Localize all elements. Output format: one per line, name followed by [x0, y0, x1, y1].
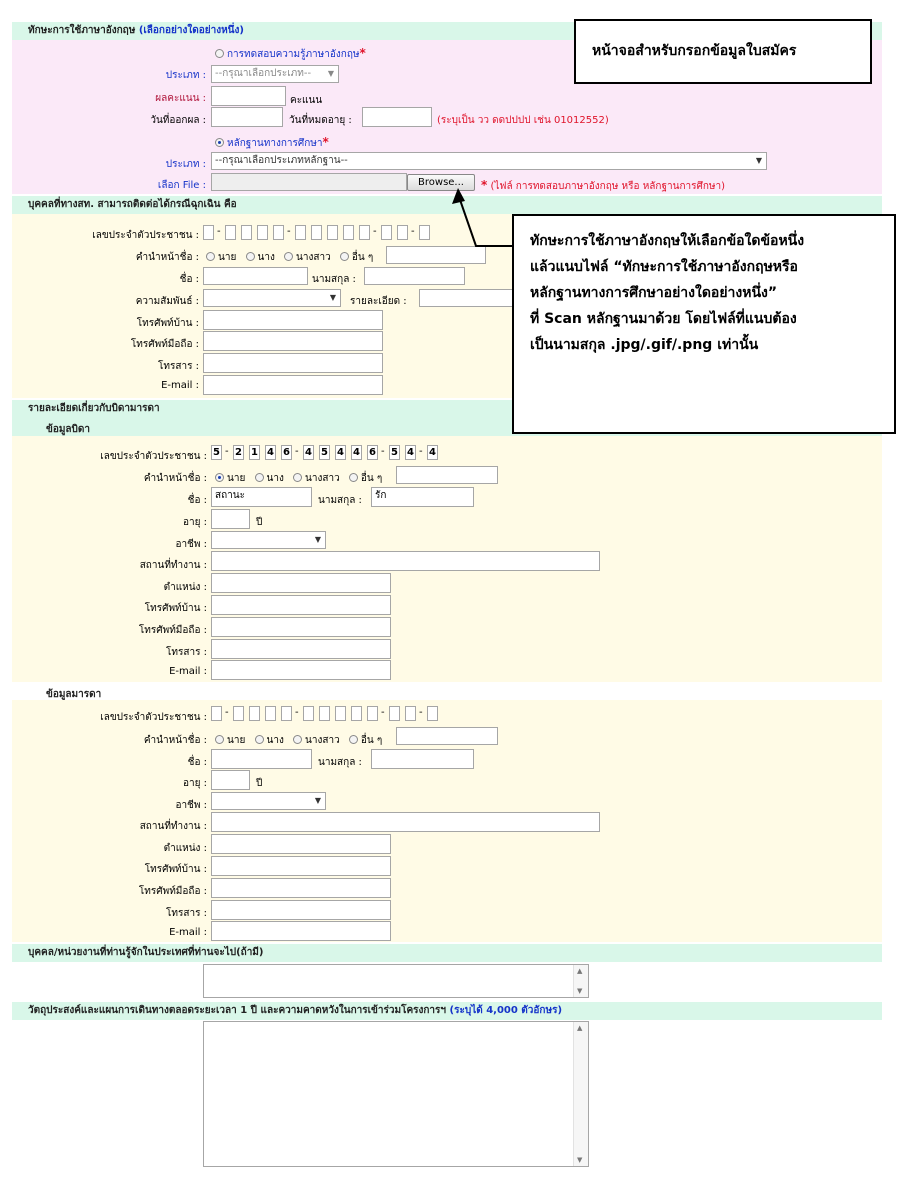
- emergency-mobile-label: โทรศัพท์มือถือ :: [130, 339, 199, 350]
- scroll-down-icon[interactable]: ▼: [577, 1156, 583, 1164]
- emergency-detail-input[interactable]: [419, 289, 519, 307]
- id-digit-box[interactable]: 4: [427, 445, 438, 460]
- mother-title-radios[interactable]: นาย นาง นางสาว อื่น ๆ: [215, 733, 388, 748]
- mother-email-input[interactable]: [211, 921, 391, 941]
- emergency-id-label: เลขประจำตัวประชาชน :: [92, 230, 199, 241]
- date-hint: (ระบุเป็น วว ดดปปปป เช่น 01012552): [437, 115, 609, 126]
- father-position-label: ตำแหน่ง :: [163, 582, 207, 593]
- emergency-name-input[interactable]: [203, 267, 308, 285]
- id-digit-box[interactable]: [343, 225, 354, 240]
- radio-miss[interactable]: [284, 252, 293, 261]
- radio-mrs[interactable]: [255, 735, 264, 744]
- father-id-label: เลขประจำตัวประชาชน :: [100, 451, 207, 462]
- scrollbar[interactable]: [573, 1022, 588, 1166]
- emergency-mobile-input[interactable]: [203, 331, 383, 351]
- mother-fax-input[interactable]: [211, 900, 391, 920]
- father-fax-label: โทรสาร :: [166, 647, 207, 658]
- id-digit-box[interactable]: 6: [367, 445, 378, 460]
- chevron-down-icon: ▼: [755, 156, 762, 165]
- id-digit-box[interactable]: [265, 706, 276, 721]
- contacts-abroad-header: บุคคล/หน่วยงานที่ท่านรู้จักในประเทศที่ท่านจะไป(ถ้ามี): [12, 944, 882, 962]
- mother-workplace-label: สถานที่ทำงาน :: [139, 821, 207, 832]
- id-digit-box[interactable]: 2: [233, 445, 244, 460]
- id-digit-box[interactable]: 4: [351, 445, 362, 460]
- expire-date-label: วันที่หมดอายุ :: [289, 115, 352, 126]
- mother-title-other-input[interactable]: [396, 727, 498, 745]
- id-digit-box[interactable]: 1: [249, 445, 260, 460]
- mother-age-label: อายุ :: [182, 778, 207, 789]
- emergency-surname-label: นามสกุล :: [312, 274, 356, 285]
- id-digit-box[interactable]: [211, 706, 222, 721]
- radio-mr[interactable]: [206, 252, 215, 261]
- id-digit-box[interactable]: [397, 225, 408, 240]
- emergency-title-label: คำนำหน้าชื่อ :: [135, 252, 199, 263]
- mother-job-label: อาชีพ :: [175, 800, 207, 811]
- radio-other[interactable]: [340, 252, 349, 261]
- mother-subheader: ข้อมูลมารดา: [46, 689, 102, 700]
- mother-position-input[interactable]: [211, 834, 391, 854]
- issue-date-label: วันที่ออกผล :: [150, 115, 206, 126]
- id-digit-box[interactable]: 4: [405, 445, 416, 460]
- emergency-fax-label: โทรสาร :: [158, 361, 199, 372]
- english-section-header: ทักษะการใช้ภาษาอังกฤษ (เลือกอย่างใดอย่างหนึ่ง): [12, 22, 882, 40]
- father-age-label: อายุ :: [182, 517, 207, 528]
- emergency-name-label: ชื่อ :: [179, 274, 199, 285]
- mother-id-boxes[interactable]: - - - -: [211, 706, 461, 722]
- father-surname-label: นามสกุล :: [318, 495, 362, 506]
- id-digit-box[interactable]: [273, 225, 284, 240]
- father-age-unit: ปี: [256, 517, 263, 528]
- callout-arrow: [440, 186, 520, 252]
- emergency-email-input[interactable]: [203, 375, 383, 395]
- father-title-other-input[interactable]: [396, 466, 498, 484]
- id-digit-box[interactable]: [311, 225, 322, 240]
- id-digit-box[interactable]: 4: [303, 445, 314, 460]
- emergency-relation-label: ความสัมพันธ์ :: [135, 296, 199, 307]
- id-digit-box[interactable]: [389, 706, 400, 721]
- mother-home-phone-label: โทรศัพท์บ้าน :: [144, 864, 207, 875]
- mother-fax-label: โทรสาร :: [166, 908, 207, 919]
- radio-miss[interactable]: [293, 735, 302, 744]
- id-digit-box[interactable]: [427, 706, 438, 721]
- id-digit-box[interactable]: [257, 225, 268, 240]
- objective-textarea[interactable]: [203, 1021, 589, 1167]
- browse-button[interactable]: Browse...: [407, 174, 475, 191]
- father-name-label: ชื่อ :: [187, 495, 207, 506]
- id-digit-box[interactable]: 4: [265, 445, 276, 460]
- type-label: ประเภท :: [165, 70, 206, 81]
- screen-title-callout: หน้าจอสำหรับกรอกข้อมูลใบสมัคร: [574, 19, 872, 84]
- instruction-callout: ทักษะการใช้ภาษาอังกฤษให้เลือกข้อใดข้อหนึ่ง แล้วแนบไฟล์ “ทักษะการใช้ภาษาอังกฤษหรือ หลักฐานทางการศึกษาอย่างใดอย่างหนึ่ง” ที่ Scan หลักฐานมาด้วย โดยไฟล์ที่แนบต้อง เป็นนามสกุล .jpg/.gif/.png เท่านั้น: [512, 214, 896, 434]
- radio-miss[interactable]: [293, 473, 302, 482]
- edu-type-label: ประเภท :: [165, 159, 206, 170]
- id-digit-box[interactable]: [419, 225, 430, 240]
- id-digit-box[interactable]: [241, 225, 252, 240]
- father-fax-input[interactable]: [211, 639, 391, 659]
- radio-mr[interactable]: [215, 473, 224, 482]
- mother-workplace-input[interactable]: [211, 812, 600, 832]
- father-subheader: ข้อมูลบิดา: [46, 424, 91, 435]
- emergency-title-radios[interactable]: นาย นาง นางสาว อื่น ๆ: [206, 250, 379, 265]
- id-digit-box[interactable]: [405, 706, 416, 721]
- father-job-select[interactable]: [211, 531, 326, 549]
- emergency-detail-label: รายละเอียด :: [350, 296, 407, 307]
- emergency-relation-select[interactable]: [203, 289, 341, 307]
- father-title-radios[interactable]: นาย นาง นางสาว อื่น ๆ: [215, 471, 388, 486]
- arrow-line: [458, 194, 512, 246]
- mother-title-label: คำนำหน้าชื่อ :: [143, 735, 207, 746]
- chevron-down-icon: ▼: [314, 796, 321, 805]
- father-position-input[interactable]: [211, 573, 391, 593]
- test-option-radio[interactable]: [215, 49, 224, 58]
- scroll-up-icon[interactable]: ▲: [577, 1024, 583, 1032]
- objective-header: วัตถุประสงค์และแผนการเดินทางตลอดระยะเวลา 1 ปี และความคาดหวังในการเข้าร่วมโครงการฯ (ระบุได้ 4,000 ตัวอักษร): [12, 1002, 882, 1020]
- emergency-email-label: E-mail :: [161, 380, 199, 391]
- radio-mrs[interactable]: [255, 473, 264, 482]
- chevron-down-icon: ▼: [329, 293, 336, 302]
- parents-section-header: รายละเอียดเกี่ยวกับบิดามารดา: [12, 400, 882, 418]
- id-digit-box[interactable]: [381, 225, 392, 240]
- file-hint: * (ไฟล์ การทดสอบภาษาอังกฤษ หรือ หลักฐานการศึกษา): [481, 178, 725, 192]
- file-label: เลือก File :: [157, 180, 206, 191]
- score-input[interactable]: [211, 86, 286, 106]
- mother-job-select[interactable]: [211, 792, 326, 810]
- father-job-label: อาชีพ :: [175, 539, 207, 550]
- id-digit-box[interactable]: [327, 225, 338, 240]
- file-path-input[interactable]: [211, 173, 407, 191]
- emergency-section-header: บุคคลที่ทางสท. สามารถติดต่อได้กรณีฉุกเฉิน คือ: [12, 196, 882, 214]
- father-age-input[interactable]: [211, 509, 250, 529]
- mother-name-label: ชื่อ :: [187, 757, 207, 768]
- father-workplace-input[interactable]: [211, 551, 600, 571]
- emergency-fax-input[interactable]: [203, 353, 383, 373]
- id-digit-box[interactable]: [351, 706, 362, 721]
- expire-date-input[interactable]: [362, 107, 432, 127]
- id-digit-box[interactable]: 6: [281, 445, 292, 460]
- edu-option-radio[interactable]: [215, 138, 224, 147]
- father-email-input[interactable]: [211, 660, 391, 680]
- id-digit-box[interactable]: [281, 706, 292, 721]
- id-digit-box[interactable]: [359, 225, 370, 240]
- mother-age-input[interactable]: [211, 770, 250, 790]
- mother-email-label: E-mail :: [169, 927, 207, 938]
- emergency-home-phone-input[interactable]: [203, 310, 383, 330]
- mother-mobile-label: โทรศัพท์มือถือ :: [138, 886, 207, 897]
- arrow-head-icon: [452, 188, 465, 204]
- contacts-abroad-textarea[interactable]: [203, 964, 589, 998]
- mother-age-unit: ปี: [256, 778, 263, 789]
- father-workplace-label: สถานที่ทำงาน :: [139, 560, 207, 571]
- mother-id-label: เลขประจำตัวประชาชน :: [100, 712, 207, 723]
- scroll-down-icon[interactable]: ▼: [577, 987, 583, 995]
- id-digit-box[interactable]: [225, 225, 236, 240]
- mother-home-phone-input[interactable]: [211, 856, 391, 876]
- edu-type-select[interactable]: --กรุณาเลือกประเภทหลักฐาน-- ▼: [211, 152, 767, 170]
- id-digit-box[interactable]: 5: [389, 445, 400, 460]
- mother-position-label: ตำแหน่ง :: [163, 843, 207, 854]
- id-digit-box[interactable]: [303, 706, 314, 721]
- emergency-surname-input[interactable]: [364, 267, 465, 285]
- father-home-phone-label: โทรศัพท์บ้าน :: [144, 603, 207, 614]
- father-id-boxes[interactable]: 5 - 2 1 4 6 - 4 5 4 4 6 - 5 4 - 4: [211, 445, 461, 461]
- score-unit: คะแนน: [290, 95, 323, 106]
- mother-name-input[interactable]: [211, 749, 312, 769]
- id-digit-box[interactable]: [233, 706, 244, 721]
- scroll-up-icon[interactable]: ▲: [577, 967, 583, 975]
- test-option[interactable]: การทดสอบความรู้ภาษาอังกฤษ*: [215, 46, 366, 62]
- scrollbar[interactable]: [573, 965, 588, 997]
- father-title-label: คำนำหน้าชื่อ :: [143, 473, 207, 484]
- father-name-input[interactable]: สถานะ: [211, 487, 312, 507]
- id-digit-box[interactable]: [295, 225, 306, 240]
- id-digit-box[interactable]: 4: [335, 445, 346, 460]
- mother-mobile-input[interactable]: [211, 878, 391, 898]
- mother-surname-input[interactable]: [371, 749, 474, 769]
- emergency-home-phone-label: โทรศัพท์บ้าน :: [136, 318, 199, 329]
- radio-mr[interactable]: [215, 735, 224, 744]
- id-digit-box[interactable]: [367, 706, 378, 721]
- mother-surname-label: นามสกุล :: [318, 757, 362, 768]
- chevron-down-icon: ▼: [327, 69, 334, 78]
- radio-other[interactable]: [349, 735, 358, 744]
- father-mobile-label: โทรศัพท์มือถือ :: [138, 625, 207, 636]
- id-digit-box[interactable]: [335, 706, 346, 721]
- edu-option[interactable]: หลักฐานทางการศึกษา*: [215, 135, 329, 151]
- id-digit-box[interactable]: [203, 225, 214, 240]
- father-home-phone-input[interactable]: [211, 595, 391, 615]
- chevron-down-icon: ▼: [314, 535, 321, 544]
- emergency-id-boxes[interactable]: - - - -: [203, 225, 463, 241]
- issue-date-input[interactable]: [211, 107, 283, 127]
- id-digit-box[interactable]: 5: [319, 445, 330, 460]
- radio-mrs[interactable]: [246, 252, 255, 261]
- father-email-label: E-mail :: [169, 666, 207, 677]
- id-digit-box[interactable]: [249, 706, 260, 721]
- score-label: ผลคะแนน :: [155, 93, 206, 104]
- id-digit-box[interactable]: [319, 706, 330, 721]
- father-surname-input[interactable]: รัก: [371, 487, 474, 507]
- father-mobile-input[interactable]: [211, 617, 391, 637]
- radio-other[interactable]: [349, 473, 358, 482]
- id-digit-box[interactable]: 5: [211, 445, 222, 460]
- test-type-select[interactable]: --กรุณาเลือกประเภท-- ▼: [211, 65, 339, 83]
